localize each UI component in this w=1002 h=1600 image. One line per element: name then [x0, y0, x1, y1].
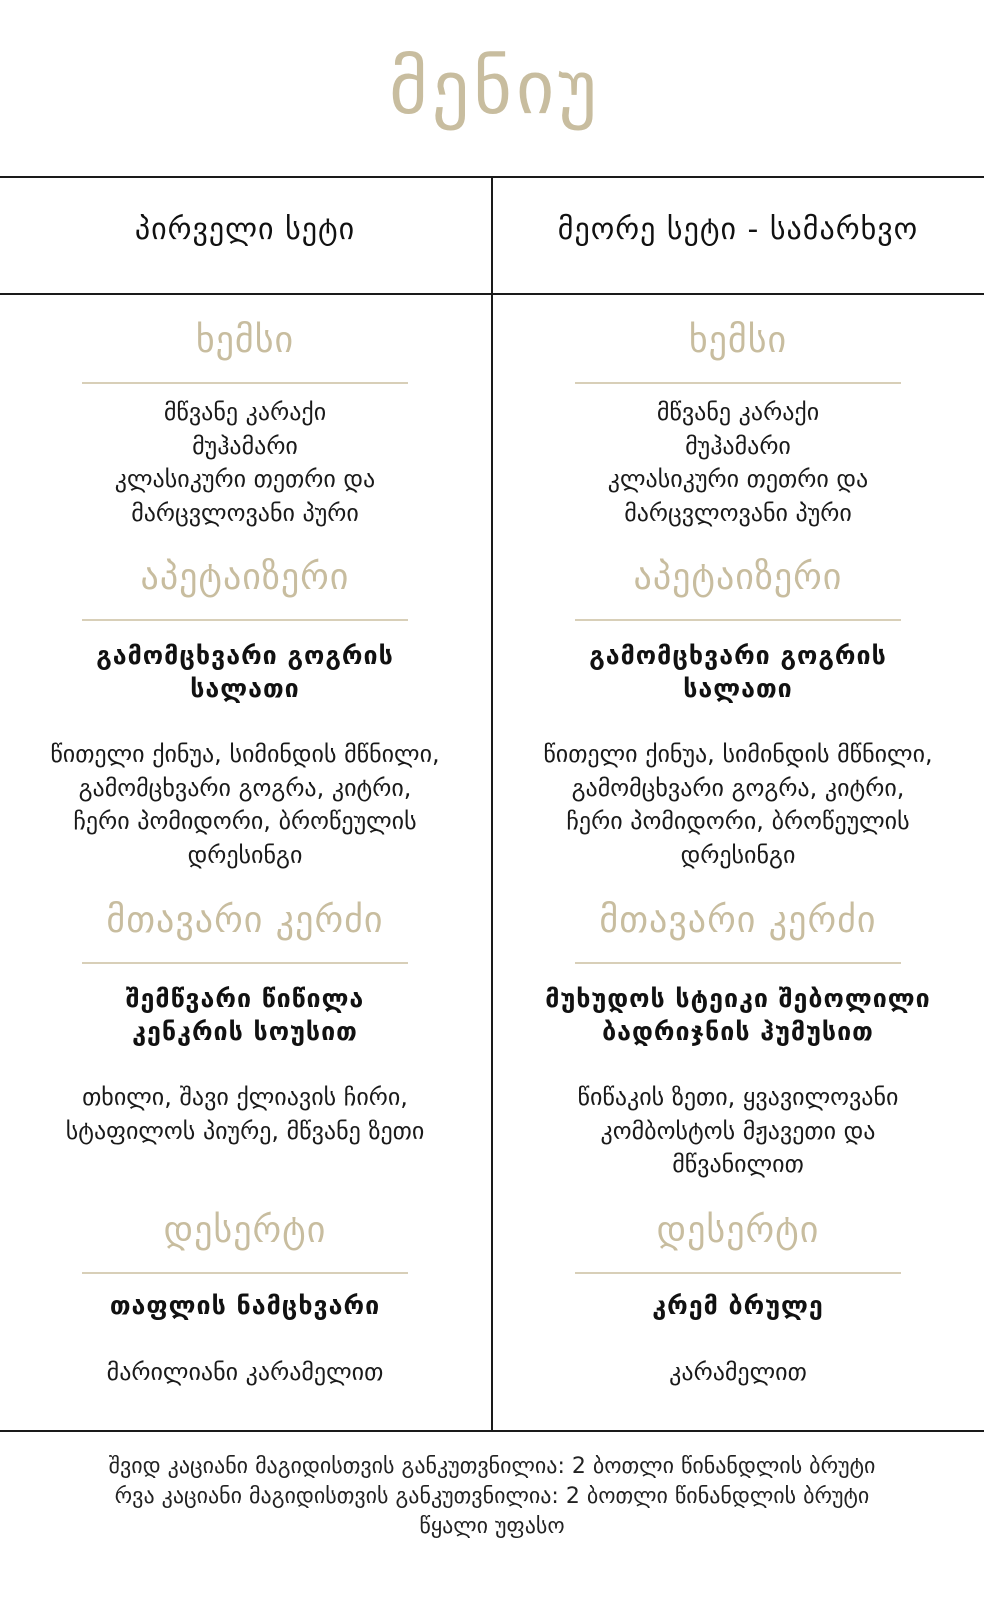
footer-line: შვიდ კაციანი მაგიდისთვის განკუთვნილია: 2 ბოთლი წინანდლის ბრუტი — [108, 1454, 876, 1479]
main-course-description — [493, 1081, 983, 1182]
description-line: სტაფილოს პიურე, მწვანე ზეთი — [65, 1116, 425, 1145]
main-course-section — [493, 898, 983, 964]
main-course-name-line: ბადრიჯნის ჰუმუსით — [602, 1017, 874, 1046]
appetizer-name — [0, 639, 490, 705]
bread-item: მწვანე კარაქი — [163, 398, 327, 426]
description-line: დრესინგი — [187, 840, 303, 869]
dessert-heading: დესერტი — [163, 1210, 327, 1251]
bread-list — [0, 396, 490, 530]
bread-heading: ხემსი — [688, 320, 788, 361]
main-course-name — [493, 982, 983, 1048]
main-course-name-line: შემწვარი წიწილა — [125, 984, 365, 1013]
description-line: კომბოსტოს მჟავეთი და — [600, 1116, 876, 1145]
appetizer-heading: აპეტაიზერი — [140, 557, 350, 598]
description-line: ჩერი პომიდორი, ბროწეულის — [73, 807, 417, 835]
bread-item: მარცვლოვანი პური — [624, 498, 852, 527]
main-course-name — [0, 982, 490, 1048]
bread-heading: ხემსი — [195, 320, 295, 361]
section-divider — [575, 1272, 901, 1274]
appetizer-description — [493, 738, 983, 872]
description-line: წიწაკის ზეთი, ყვავილოვანი — [577, 1083, 899, 1111]
section-divider — [575, 382, 901, 384]
dessert-heading: დესერტი — [656, 1210, 820, 1251]
description-line: მწვანილით — [672, 1150, 804, 1178]
appetizer-section — [0, 555, 490, 621]
description-line: წითელი ქინუა, სიმინდის მწნილი, — [543, 740, 933, 768]
bread-section — [493, 318, 983, 384]
bread-list — [493, 396, 983, 530]
dessert-section — [493, 1208, 983, 1274]
main-course-heading: მთავარი კერძი — [599, 900, 877, 941]
appetizer-name-line: გამომცხვარი გოგრის — [589, 641, 887, 670]
description-line: გამომცხვარი გოგრა, კიტრი, — [78, 773, 412, 802]
bread-item: კლასიკური თეთრი და — [607, 465, 869, 493]
section-divider — [82, 962, 408, 964]
bread-item: მწვანე კარაქი — [656, 398, 820, 426]
description-line: მარილიანი კარამელით — [106, 1358, 384, 1386]
description-line: თხილი, შავი ქლიავის ჩირი, — [82, 1083, 408, 1111]
description-line: დრესინგი — [680, 840, 796, 869]
page-title: მენიუ — [389, 45, 601, 131]
appetizer-heading: აპეტაიზერი — [633, 557, 843, 598]
set-two-title: მეორე სეტი - სამარხვო — [557, 212, 919, 247]
dessert-section — [0, 1208, 490, 1274]
bread-item: მუჰამარი — [685, 431, 791, 460]
description-line: ჩერი პომიდორი, ბროწეულის — [566, 807, 910, 835]
bread-item: კლასიკური თეთრი და — [114, 465, 376, 493]
main-course-name-line: მუხუდოს სტეიკი შებოლილი — [545, 984, 931, 1013]
section-divider — [575, 619, 901, 621]
dessert-name-line: თაფლის ნამცხვარი — [109, 1291, 381, 1320]
main-course-description — [0, 1081, 490, 1148]
bread-item: მარცვლოვანი პური — [131, 498, 359, 527]
appetizer-name-line: სალათი — [683, 674, 793, 703]
appetizer-description — [0, 738, 490, 872]
main-course-section — [0, 898, 490, 964]
description-line: წითელი ქინუა, სიმინდის მწნილი, — [50, 740, 440, 768]
appetizer-name-line: სალათი — [190, 674, 300, 703]
dessert-description — [493, 1356, 983, 1390]
bread-section — [0, 318, 490, 384]
description-line: გამომცხვარი გოგრა, კიტრი, — [571, 773, 905, 802]
dessert-name-line: კრემ ბრულე — [652, 1291, 824, 1320]
footer-line: რვა კაციანი მაგიდისთვის განკუთვნილია: 2 ბოთლი წინანდლის ბრუტი — [114, 1484, 870, 1509]
bread-item: მუჰამარი — [192, 431, 298, 460]
dessert-name — [0, 1289, 490, 1322]
section-divider — [82, 1272, 408, 1274]
footer-line: წყალი უფასო — [419, 1514, 565, 1539]
appetizer-name — [493, 639, 983, 705]
set-one-title: პირველი სეტი — [134, 212, 356, 247]
main-course-heading: მთავარი კერძი — [106, 900, 384, 941]
dessert-name — [493, 1289, 983, 1322]
section-divider — [82, 382, 408, 384]
appetizer-section — [493, 555, 983, 621]
description-line: კარამელით — [669, 1358, 807, 1386]
footer-note — [0, 1452, 984, 1542]
appetizer-name-line: გამომცხვარი გოგრის — [96, 641, 394, 670]
section-divider — [82, 619, 408, 621]
section-divider — [575, 962, 901, 964]
main-course-name-line: კენკრის სოუსით — [132, 1017, 358, 1046]
dessert-description — [0, 1356, 490, 1390]
